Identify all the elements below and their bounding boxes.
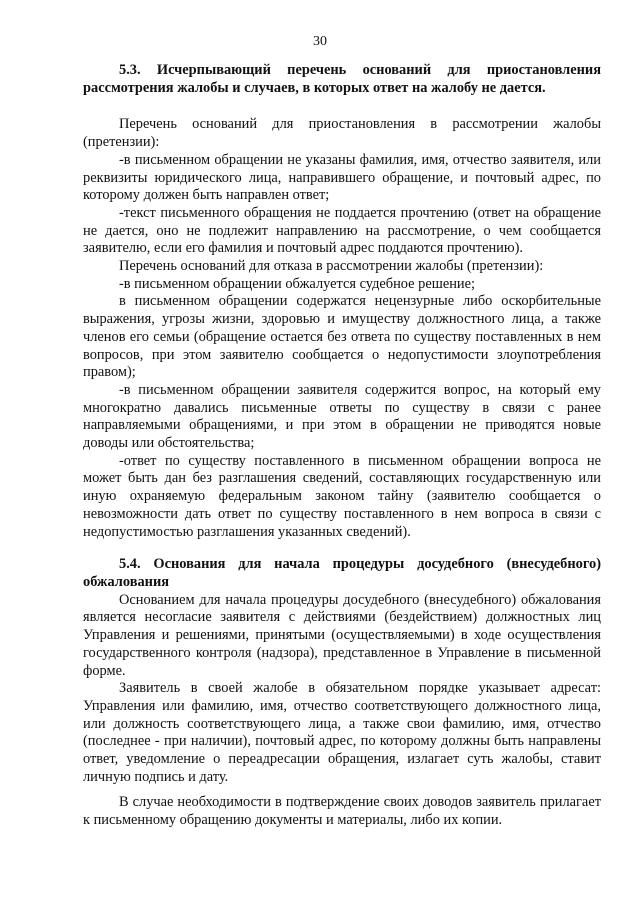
paragraph: Основанием для начала процедуры досудебного (внесудебного) обжалования является несогласие заявителя с действиями (бездействием) должностных лиц Управления и решениями, принятыми (осуществляемыми) в ходе осуществления государственного контроля (надзора), представленное в Управление в письменной форме.: [83, 591, 601, 679]
section-5-4-title: 5.4. Основания для начала процедуры досудебного (внесудебного) обжалования: [83, 556, 601, 590]
paragraph: -в письменном обращении обжалуется судебное решение;: [119, 275, 475, 292]
paragraph: -текст письменного обращения не поддается прочтению (ответ на обращение не дается, оно не подлежит направлению на рассмотрение, о чем сообщается заявителю, если его фамилия и почтовый адрес поддаются прочтению).: [83, 204, 601, 257]
paragraph: -ответ по существу поставленного в письменном обращении вопроса не может быть дан без разглашения сведений, составляющих государственную или иную охраняемую федеральным законом тайну (заявителю сообщается о невозможности дать ответ по существу поставленного в нем вопроса в связи с недопустимостью разглашения указанных сведений).: [83, 452, 601, 540]
paragraph: Перечень оснований для отказа в рассмотрении жалобы (претензии):: [119, 258, 544, 275]
document-body: [83, 62, 601, 830]
section-5-3-heading: [83, 62, 601, 97]
paragraph: Заявитель в своей жалобе в обязательном порядке указывает адресат: Управления или фамилию, имя, отчество соответствующего должностного лица, или должность соответствующего лица, а также свои фамилию, имя, отчество (последнее - при наличии), почтовый адрес, по которому должны быть направлены ответ, уведомление о переадресации обращения, излагает суть жалобы, ставит личную подпись и дату.: [83, 680, 601, 785]
page-number: 30: [313, 34, 327, 49]
paragraph: Перечень оснований для приостановления в рассмотрении жалобы (претензии):: [83, 116, 601, 151]
paragraph: -в письменном обращении не указаны фамилия, имя, отчество заявителя, или реквизиты юридического лица, направившего обращение, и почтовый адрес, по которому должен быть направлен ответ;: [83, 151, 601, 204]
section-5-4-heading: [83, 556, 601, 591]
paragraph: в письменном обращении содержатся нецензурные либо оскорбительные выражения, угрозы жизни, здоровью и имуществу должностного лица, а также членов его семьи (обращение остается без ответа по существу поставленных в нем вопросов, при этом заявителю сообщается о недопустимости злоупотребления правом);: [83, 293, 601, 381]
section-5-3-title: 5.3. Исчерпывающий перечень оснований для приостановления рассмотрения жалобы и случаев, в которых ответ на жалобу не дается.: [83, 62, 601, 96]
paragraph: -в письменном обращении заявителя содержится вопрос, на который ему многократно давались письменные ответы по существу в связи с ранее направляемыми обращениями, и при этом в обращении не приводятся новые доводы или обстоятельства;: [83, 381, 601, 452]
paragraph: В случае необходимости в подтверждение своих доводов заявитель прилагает к письменному обращению документы и материалы, либо их копии.: [83, 794, 601, 829]
